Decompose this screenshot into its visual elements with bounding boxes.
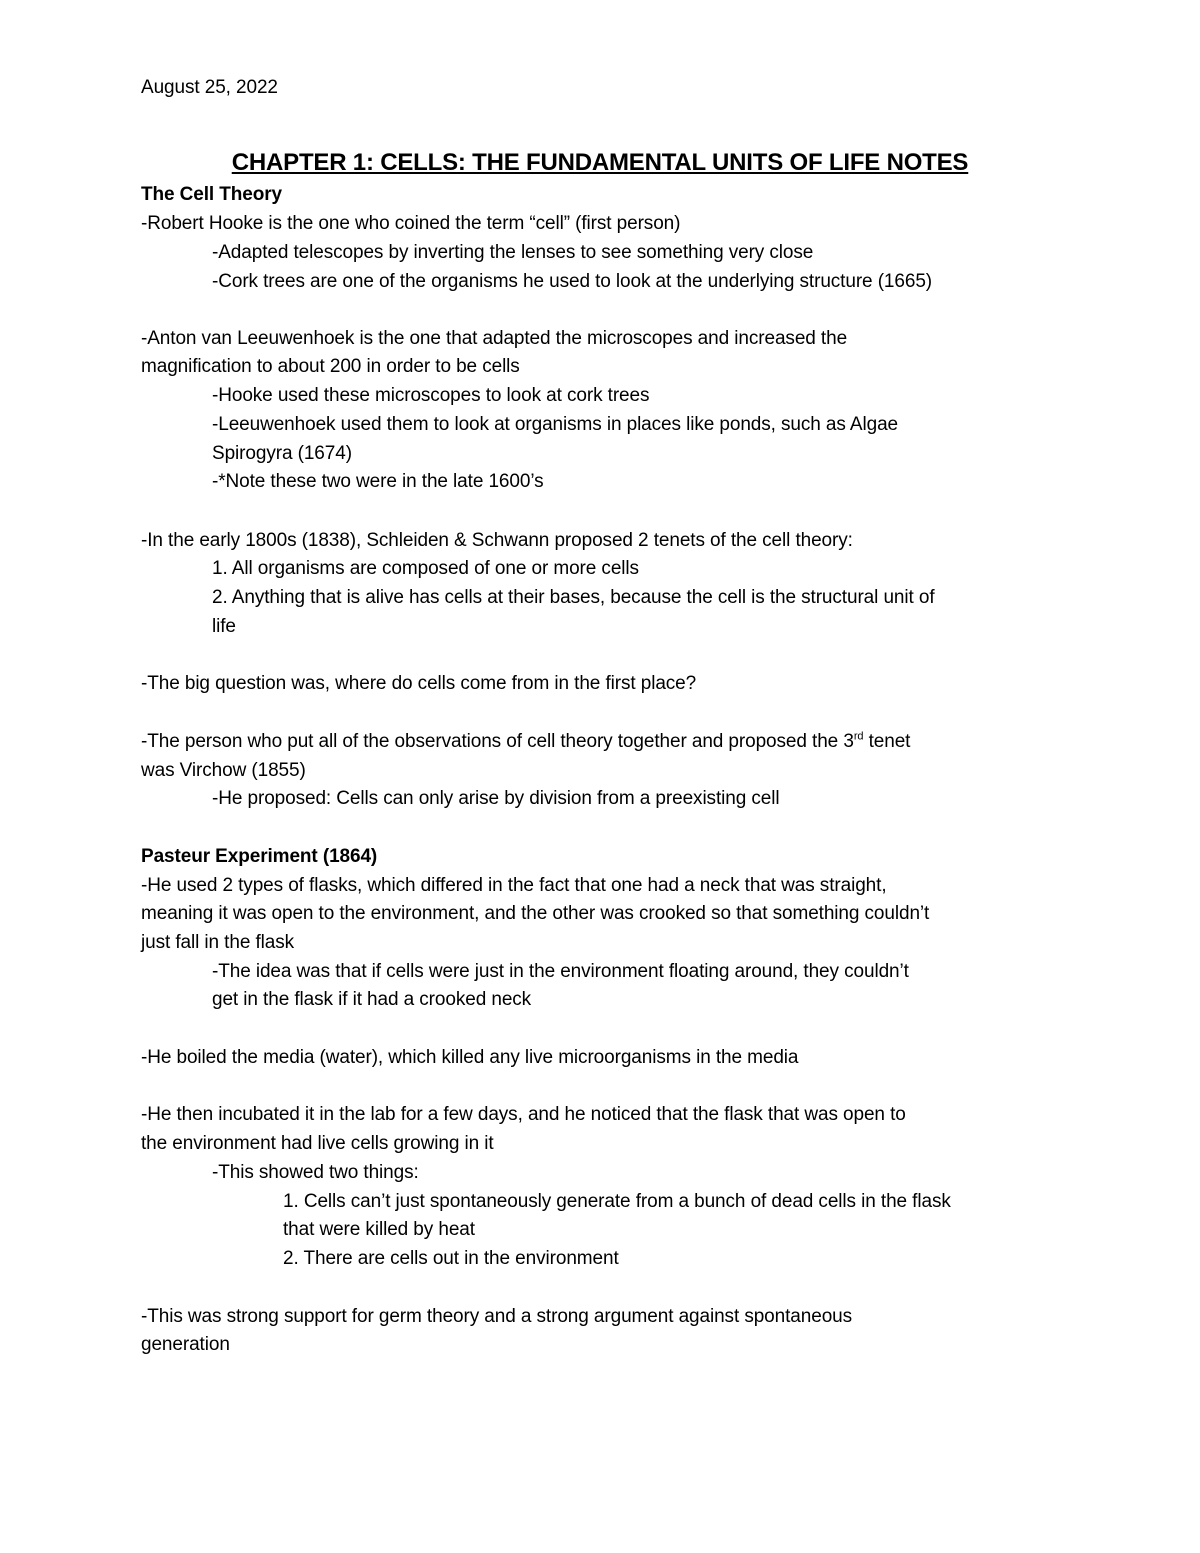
- paragraph-line: -In the early 1800s (1838), Schleiden & Schwann proposed 2 tenets of the cell theory:: [141, 530, 853, 551]
- section-heading-cell-theory: The Cell Theory: [141, 184, 283, 205]
- list-item: 1. All organisms are composed of one or more cells: [212, 558, 639, 579]
- paragraph-line: was Virchow (1855): [141, 760, 306, 781]
- paragraph-line: -Adapted telescopes by inverting the lenses to see something very close: [212, 242, 814, 263]
- paragraph-line: get in the flask if it had a crooked neck: [212, 989, 532, 1010]
- section-heading-pasteur: Pasteur Experiment (1864): [141, 846, 378, 867]
- paragraph-line: -Leeuwenhoek used them to look at organisms in places like ponds, such as Algae: [212, 414, 899, 435]
- paragraph-line: -The idea was that if cells were just in the environment floating around, they couldn’t: [212, 961, 909, 982]
- list-item: 2. There are cells out in the environment: [283, 1248, 619, 1269]
- paragraph-line: -He used 2 types of flasks, which differed in the fact that one had a neck that was straight,: [141, 875, 887, 896]
- paragraph-line: Spirogyra (1674): [212, 443, 352, 464]
- list-item: life: [212, 616, 236, 637]
- paragraph-line: generation: [141, 1334, 230, 1355]
- paragraph-line: -Anton van Leeuwenhoek is the one that adapted the microscopes and increased the: [141, 328, 848, 349]
- paragraph-line: -Robert Hooke is the one who coined the term “cell” (first person): [141, 213, 681, 234]
- list-item: that were killed by heat: [283, 1219, 475, 1240]
- list-item: 2. Anything that is alive has cells at their bases, because the cell is the structural unit of: [212, 587, 935, 608]
- paragraph-line: -He proposed: Cells can only arise by division from a preexisting cell: [212, 788, 780, 809]
- superscript: rd: [853, 730, 864, 743]
- page-title: CHAPTER 1: CELLS: THE FUNDAMENTAL UNITS OF LIFE NOTES: [231, 149, 969, 176]
- paragraph-line: -The big question was, where do cells come from in the first place?: [141, 673, 697, 694]
- list-item: 1. Cells can’t just spontaneously generate from a bunch of dead cells in the flask: [283, 1191, 951, 1212]
- paragraph-line: -Cork trees are one of the organisms he used to look at the underlying structure (1665): [212, 271, 933, 292]
- paragraph-line: -He boiled the media (water), which killed any live microorganisms in the media: [141, 1047, 799, 1068]
- paragraph-line: meaning it was open to the environment, and the other was crooked so that something couldn’t: [141, 903, 930, 924]
- document-date: August 25, 2022: [141, 77, 278, 98]
- paragraph-line: -He then incubated it in the lab for a few days, and he noticed that the flask that was open to: [141, 1104, 906, 1125]
- text-run: tenet: [863, 731, 911, 752]
- paragraph-line: -Hooke used these microscopes to look at cork trees: [212, 385, 650, 406]
- paragraph-line: -This showed two things:: [212, 1162, 419, 1183]
- paragraph-line: -This was strong support for germ theory and a strong argument against spontaneous: [141, 1306, 853, 1327]
- paragraph-line: -*Note these two were in the late 1600’s: [212, 471, 544, 492]
- paragraph-line: [141, 730, 910, 754]
- text-run: -The person who put all of the observations of cell theory together and proposed the 3: [141, 731, 854, 752]
- paragraph-line: just fall in the flask: [141, 932, 295, 953]
- paragraph-line: magnification to about 200 in order to be cells: [141, 356, 520, 377]
- paragraph-line: the environment had live cells growing in it: [141, 1133, 494, 1154]
